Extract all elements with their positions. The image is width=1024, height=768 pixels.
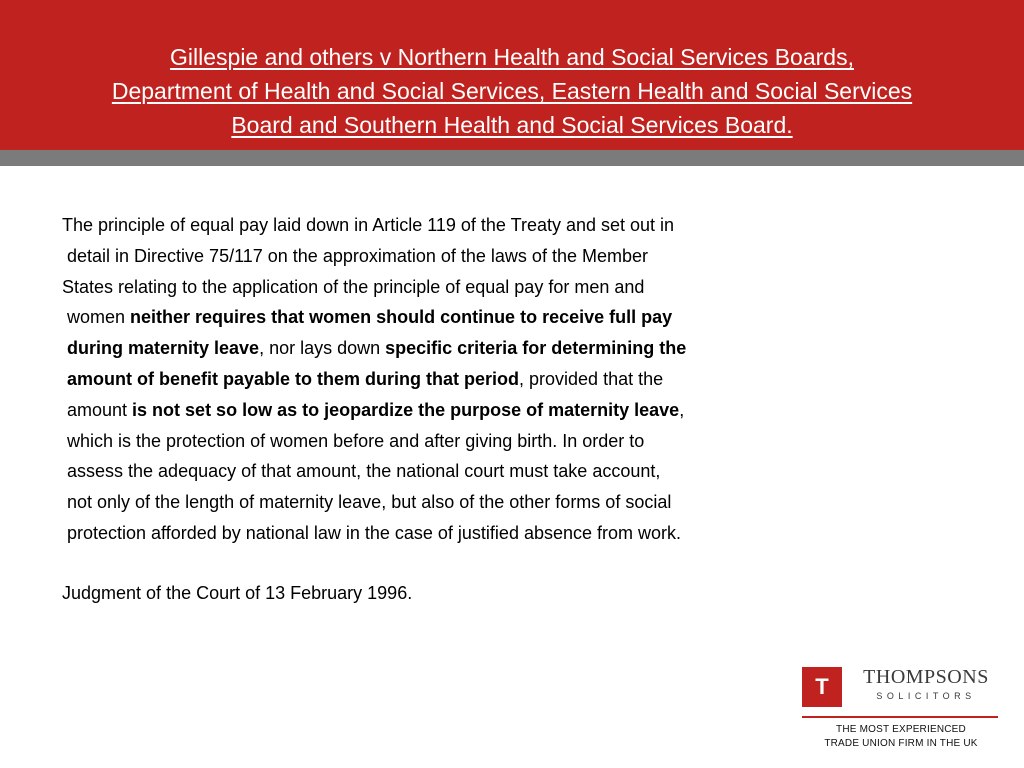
tagline-line-2: TRADE UNION FIRM IN THE UK bbox=[824, 738, 978, 749]
body-line-4-a: women bbox=[67, 307, 131, 328]
body-text bbox=[62, 210, 802, 549]
body-line-7 bbox=[62, 395, 802, 426]
body-line-5-bold-c: specific criteria for determining the bbox=[385, 338, 687, 359]
body-line-5 bbox=[62, 333, 802, 364]
body-line-2: detail in Directive 75/117 on the approximation of the laws of the Member bbox=[67, 245, 648, 266]
tagline-line-1: THE MOST EXPERIENCED bbox=[836, 724, 966, 735]
body-line-9: assess the adequacy of that amount, the national court must take account, bbox=[67, 461, 661, 482]
header-band bbox=[0, 150, 1024, 166]
title-line-1: Gillespie and others v Northern Health and Social Services Boards, bbox=[170, 44, 854, 70]
body-line-5-b: , nor lays down bbox=[259, 338, 386, 359]
body-line-4-bold: neither requires that women should continue to receive full pay bbox=[130, 307, 673, 328]
body-line-10: not only of the length of maternity leave, but also of the other forms of social bbox=[67, 492, 672, 513]
body-line-5-bold-a: during maternity leave bbox=[67, 338, 260, 359]
title-line-2: Department of Health and Social Services, Eastern Health and Social Services bbox=[111, 78, 913, 104]
body-line-7-bold: is not set so low as to jeopardize the purpose of maternity leave bbox=[132, 399, 680, 420]
logo-square bbox=[802, 667, 842, 707]
title-line-3: Board and Southern Health and Social Services Board. bbox=[231, 112, 793, 138]
body-line-7-a: amount bbox=[67, 399, 133, 420]
body-line-11: protection afforded by national law in the case of justified absence from work. bbox=[67, 522, 682, 543]
logo-name: THOMPSONS bbox=[863, 666, 989, 688]
body-line-1: The principle of equal pay laid down in Article 119 of the Treaty and set out in bbox=[62, 215, 675, 235]
body-line-6-b: , provided that the bbox=[519, 368, 664, 389]
logo-letter: T bbox=[815, 674, 829, 699]
logo-divider bbox=[802, 716, 998, 718]
body-line-3: States relating to the application of the principle of equal pay for men and bbox=[62, 276, 645, 297]
slide-title bbox=[20, 40, 1004, 142]
logo-subtitle: SOLICITORS bbox=[876, 691, 976, 701]
body-line-6 bbox=[62, 364, 802, 395]
body-line-4 bbox=[62, 302, 802, 333]
logo-tagline bbox=[804, 723, 998, 751]
body-line-7-c: , bbox=[679, 399, 685, 420]
body-line-6-bold: amount of benefit payable to them during that period bbox=[67, 368, 520, 389]
body-line-8: which is the protection of women before and after giving birth. In order to bbox=[67, 430, 645, 451]
judgment-date: Judgment of the Court of 13 February 1996. bbox=[62, 583, 413, 603]
